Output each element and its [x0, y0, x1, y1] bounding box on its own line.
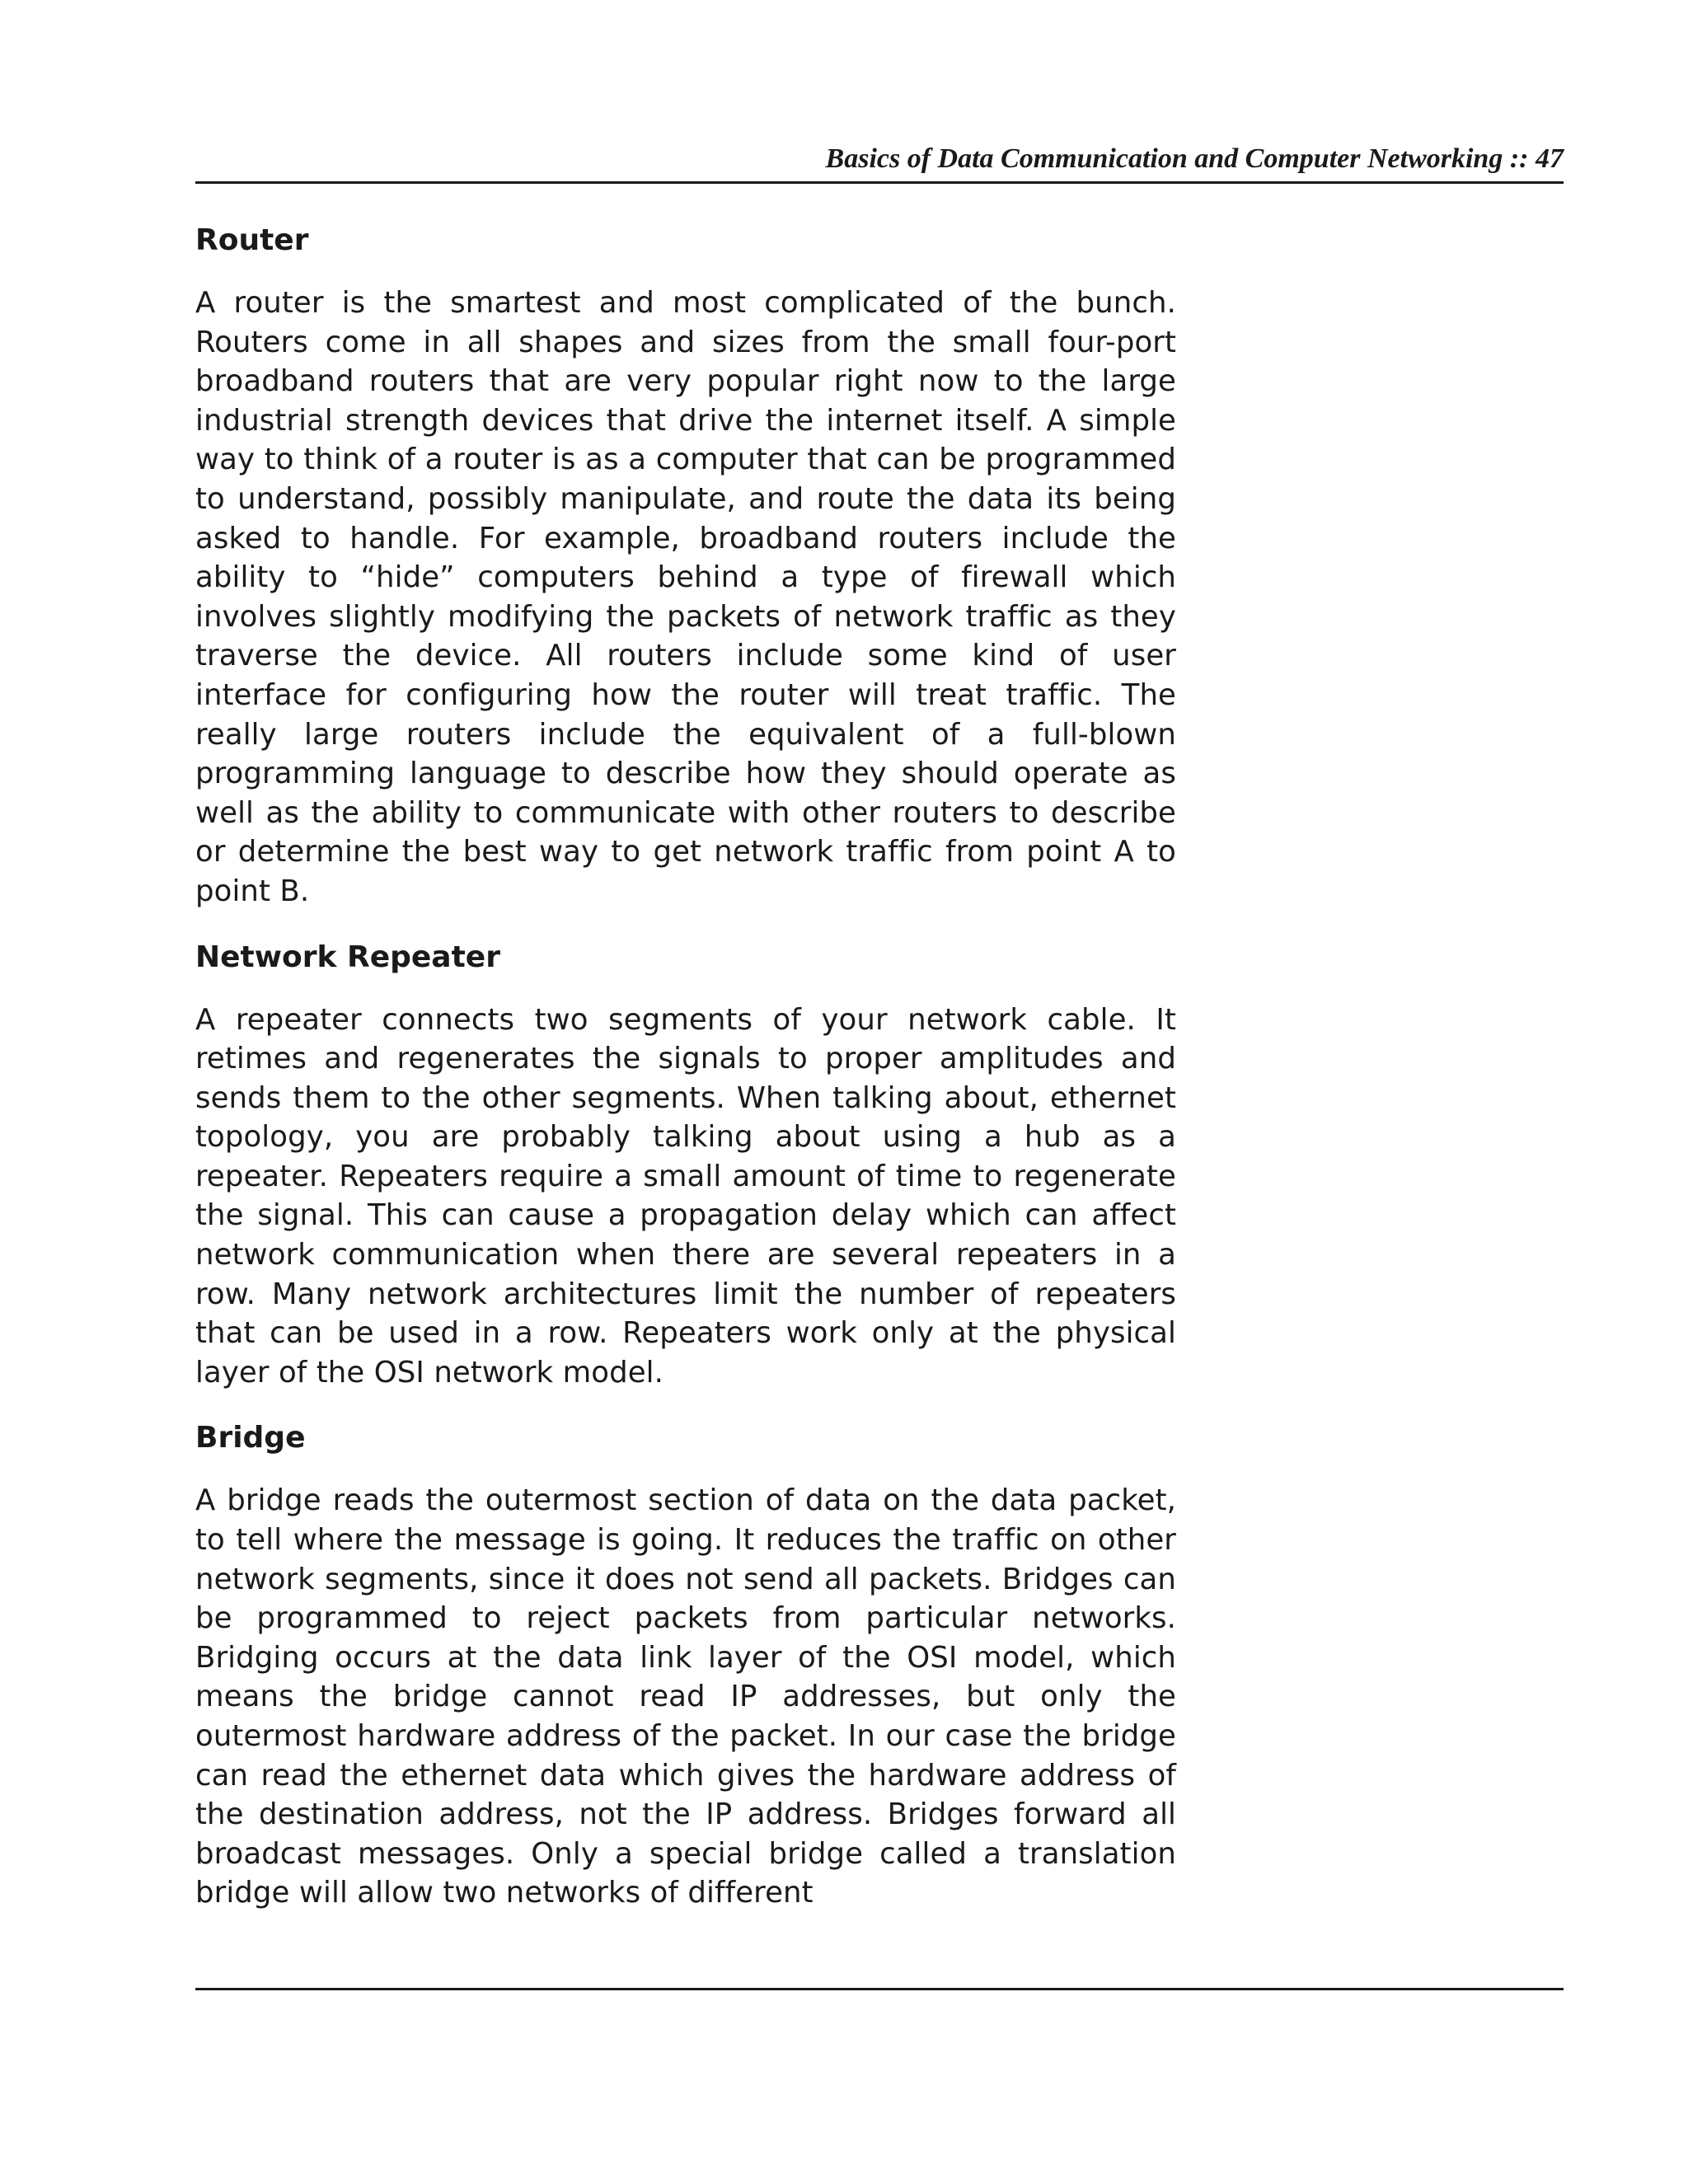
header-rule	[195, 181, 1564, 184]
paragraph-network-repeater: A repeater connects two segments of your network cable. It retimes and regenerates the signals to proper amplitudes and sends them to the other segments. When talking about, ethernet topology, you are probably talking about using a hub as a repeater. Repeaters require a small amount of time to regenerate the signal. This can cause a propagation delay which can affect network communication when there are several repeaters in a row. Many network architectures limit the number of repeaters that can be used in a row. Repeaters work only at the physical layer of the OSI network model.	[195, 1002, 1176, 1390]
page-body	[195, 216, 1176, 1938]
section-router	[195, 219, 1176, 912]
paragraph-router: A router is the smartest and most complicated of the bunch. Routers come in all shapes and sizes from the small four-port broadband routers that are very popular right now to the large industrial strength devices that drive the internet itself. A simple way to think of a router is as a computer that can be programmed to understand, possibly manipulate, and route the data its being asked to handle. For example, broadband routers include the ability to “hide” computers behind a type of firewall which involves slightly modifying the packets of network traffic as they traverse the device. All routers include some kind of user interface for configuring how the router will treat traffic. The really large routers include the equivalent of a full-blown programming language to describe how they should operate as well as the ability to communicate with other routers to describe or determine the best way to get network traffic from point A to point B.	[195, 286, 1176, 908]
paragraph-bridge: A bridge reads the outermost section of data on the data packet, to tell where the message is going. It reduces the traffic on other network segments, since it does not send all packets. Bridges can be programmed to reject packets from particular networks. Bridging occurs at the data link layer of the OSI model, which means the bridge cannot read IP addresses, but only the outermost hardware address of the packet. In our case the bridge can read the ethernet data which gives the hardware address of the destination address, not the IP address. Bridges forward all broadcast messages. Only a special bridge called a translation bridge will allow two networks of different	[195, 1483, 1176, 1910]
running-header: Basics of Data Communication and Computer Networking :: 47	[825, 143, 1564, 174]
section-network-repeater	[195, 936, 1176, 1393]
section-heading-bridge: Bridge	[195, 1421, 306, 1455]
section-heading-router: Router	[195, 223, 309, 257]
section-heading-network-repeater: Network Repeater	[195, 940, 500, 974]
footer-rule	[195, 1988, 1564, 1990]
section-bridge	[195, 1417, 1176, 1913]
